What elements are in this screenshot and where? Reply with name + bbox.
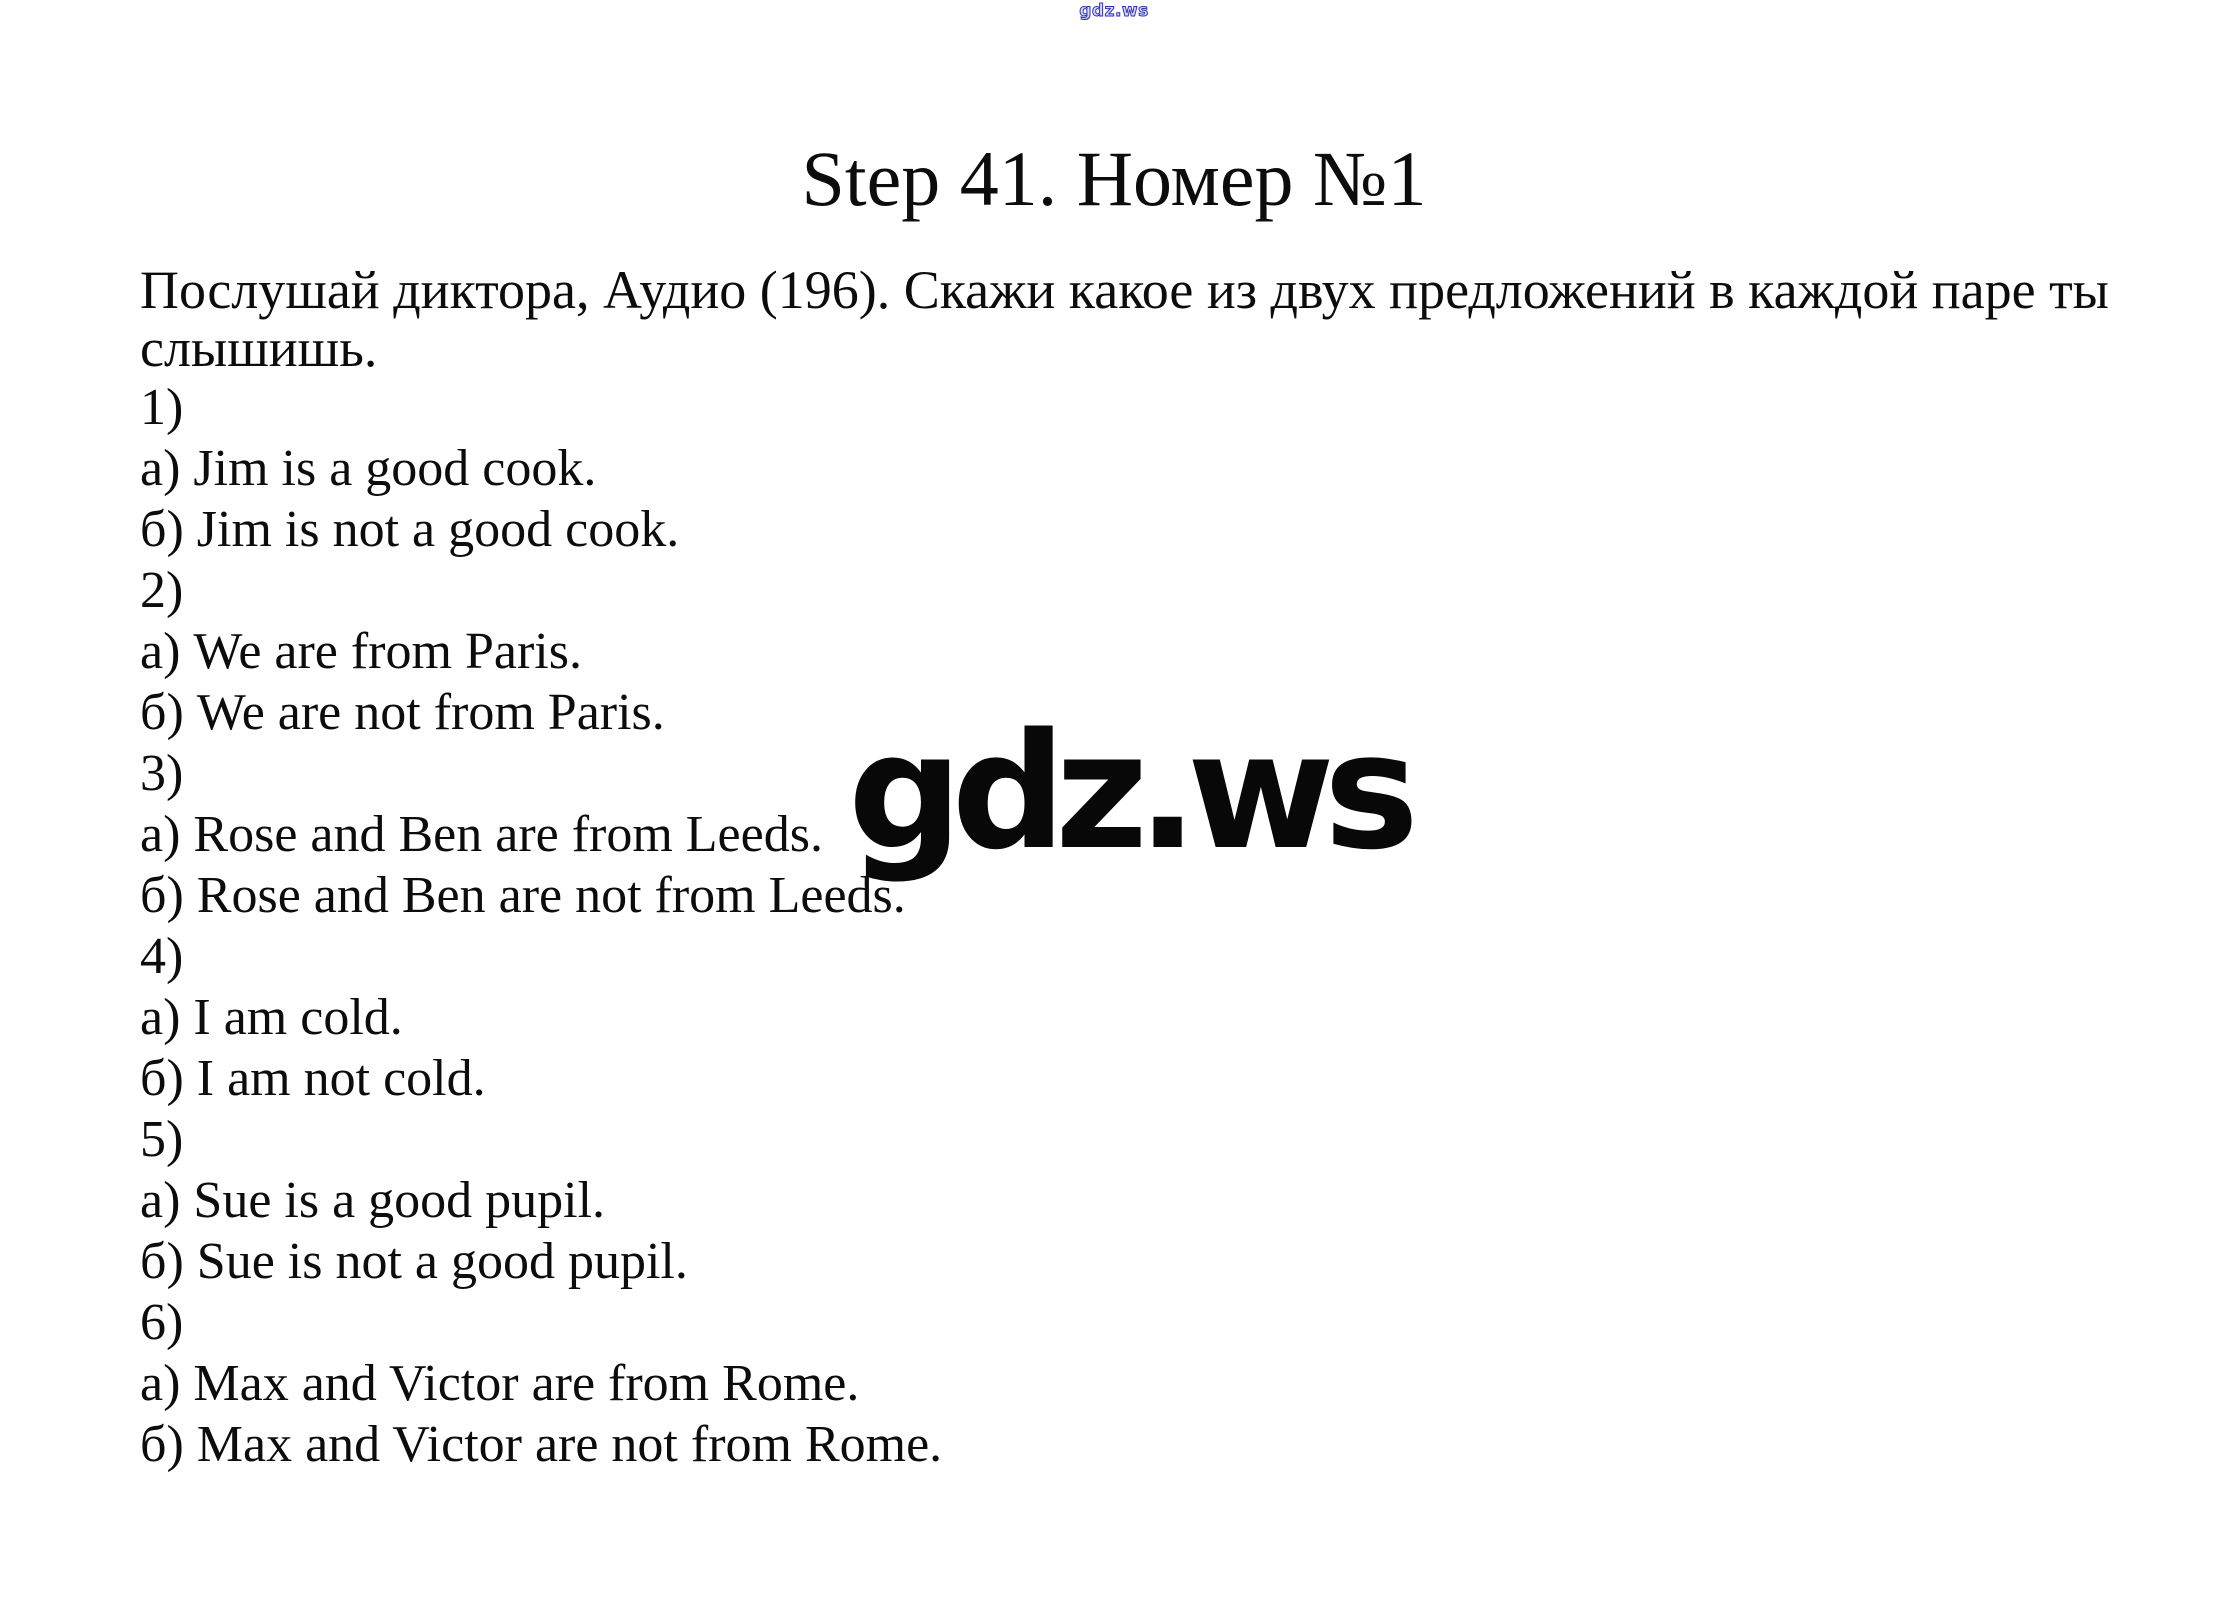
instruction-line-1: Послушай диктора, Аудио (196). Скажи какое из двух предложений в каждой паре ты	[140, 260, 2109, 320]
task-content	[140, 261, 2109, 1475]
option-a: а) Rose and Ben are from Leeds.	[140, 806, 823, 863]
option-a: а) I am cold.	[140, 989, 403, 1046]
option-b: б) I am not cold.	[140, 1050, 486, 1107]
option-a: а) Max and Victor are from Rome.	[140, 1355, 860, 1412]
option-b: б) Jim is not a good cook.	[140, 501, 680, 558]
task-instruction	[140, 261, 2109, 377]
item-number: 3)	[140, 745, 184, 802]
item-number: 4)	[140, 928, 184, 985]
item-number: 2)	[140, 562, 184, 619]
center-watermark: gdz.ws	[848, 698, 1409, 885]
top-watermark: gdz.ws	[1079, 1, 1149, 21]
option-a: а) We are from Paris.	[140, 623, 582, 680]
option-b: б) Rose and Ben are not from Leeds.	[140, 867, 906, 924]
page-title: Step 41. Номер №1	[801, 135, 1427, 222]
option-b: б) Sue is not a good pupil.	[140, 1233, 688, 1290]
sentence-pair-list	[140, 377, 2109, 1475]
option-a: а) Jim is a good cook.	[140, 440, 597, 497]
item-number: 1)	[140, 379, 184, 436]
item-number: 6)	[140, 1294, 184, 1351]
item-number: 5)	[140, 1111, 184, 1168]
instruction-line-2: слышишь.	[140, 318, 378, 378]
option-b: б) We are not from Paris.	[140, 684, 665, 741]
option-a: а) Sue is a good pupil.	[140, 1172, 606, 1229]
option-b: б) Max and Victor are not from Rome.	[140, 1416, 943, 1473]
